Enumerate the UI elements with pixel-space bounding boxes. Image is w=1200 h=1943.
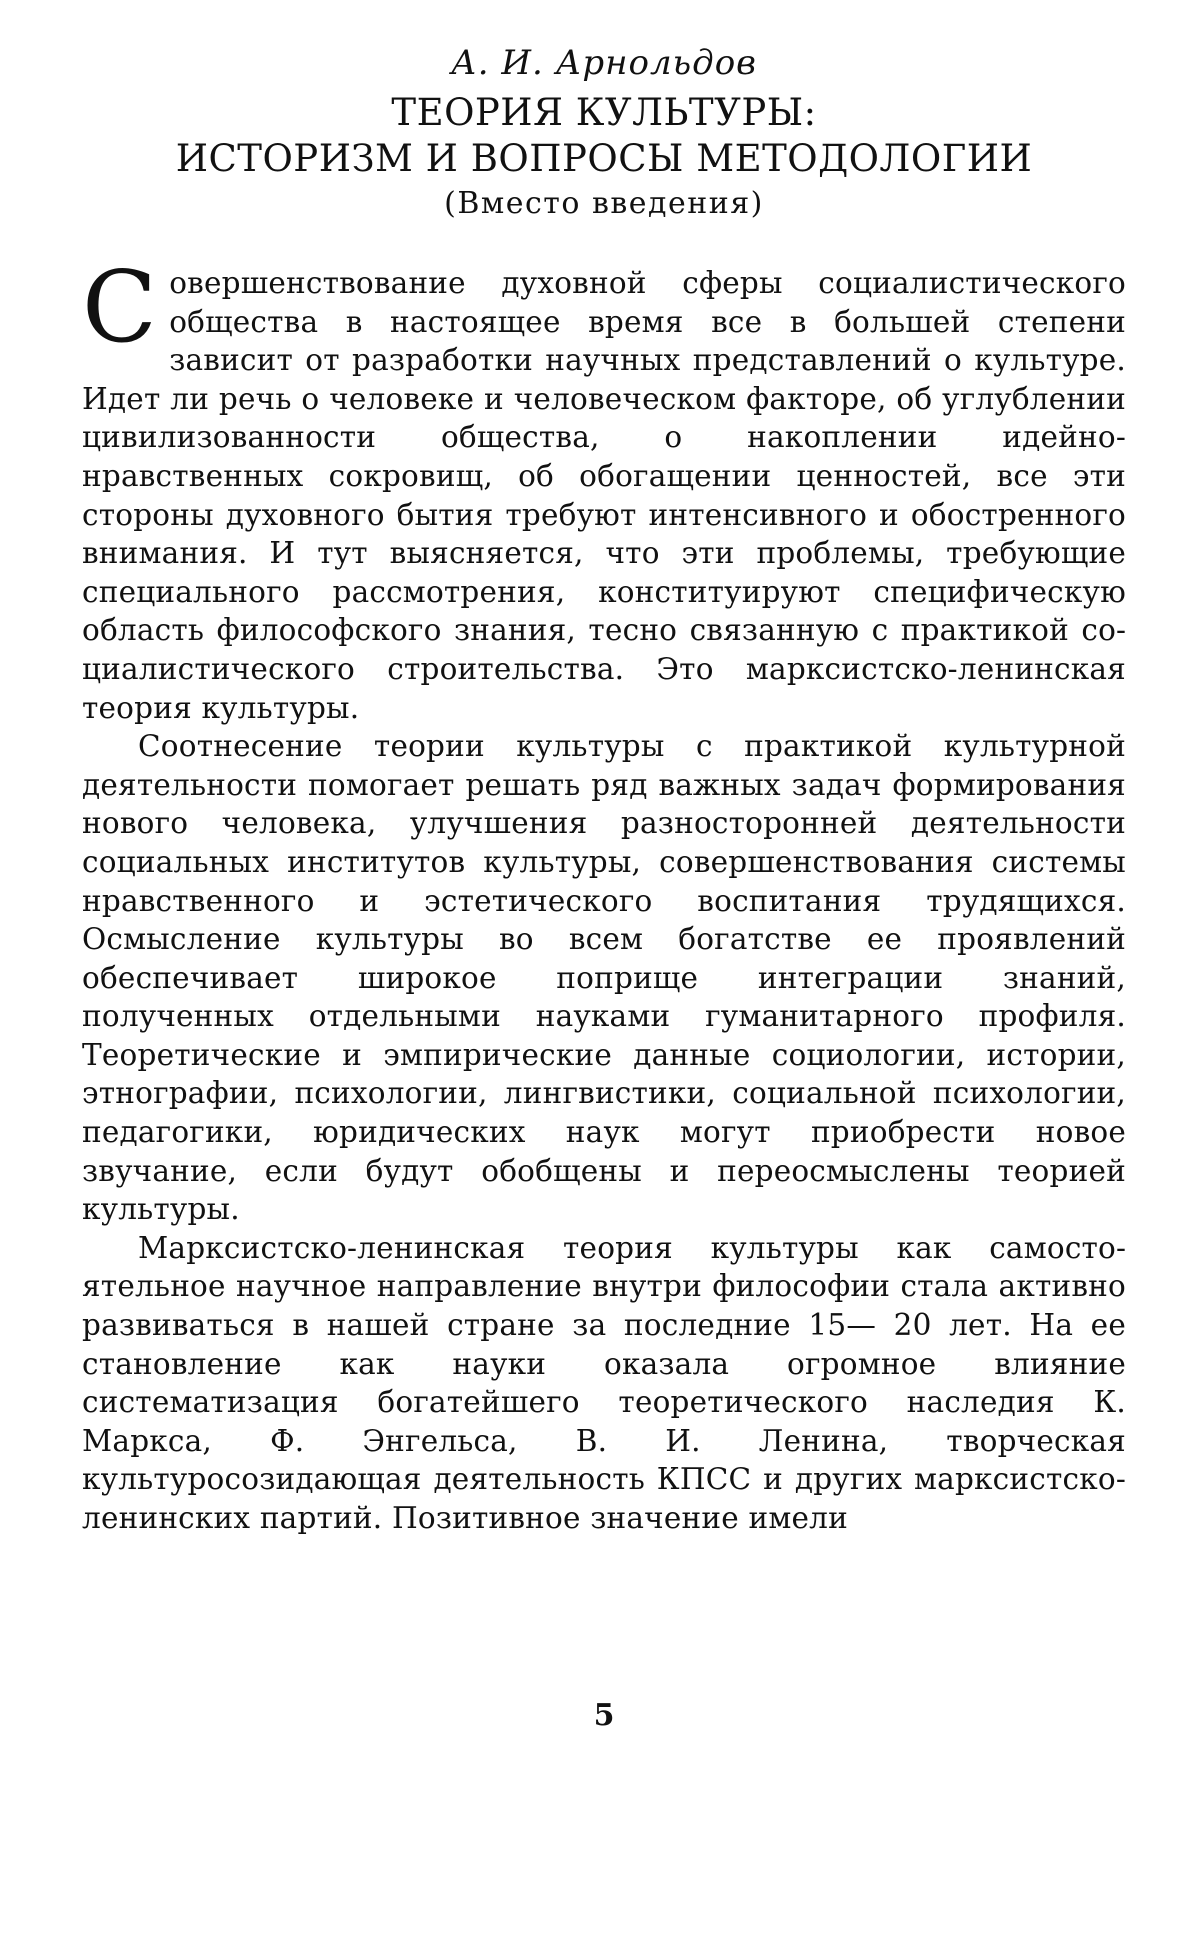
paragraph-1-text: овершенствование духовной сферы социалистического общества в настоящее время все в большей степени зависит от разработки научных представлений о культуре. Идет ли речь о человеке и человеческом факторе, об углублении цивилизованности общества, о накоплении идейно-нравственных сокровищ, об обогащении ценностей, все эти стороны духовного бытия требуют интенсивного и обостренного внимания. И тут выясняется, что эти проблемы, требующие специального рассмотрения, конституируют специфическую область философского знания, тесно связанную с практикой социалистического строительства. Это марксистско-ленинская теория культуры. bbox=[82, 266, 1126, 725]
chapter-title bbox=[82, 90, 1126, 182]
chapter-subtitle: (Вместо введения) bbox=[444, 186, 764, 221]
body-text bbox=[82, 251, 1126, 1538]
page-number: 5 bbox=[593, 1698, 615, 1733]
paragraph-3: Марксистско-ленинская теория культуры как самостоятельное научное направление внутри философии стала активно развиваться в нашей стране за последние 15— 20 лет. На ее становление как науки оказала огромное влияние систематизация богатейшего теоретического наследия К. Маркса, Ф. Энгельса, В. И. Ленина, творческая культуросозидающая деятельность КПСС и других марксистско-ленинских партий. Позитивное значение имели bbox=[82, 1230, 1126, 1535]
drop-cap: С bbox=[82, 251, 158, 365]
book-page bbox=[82, 40, 1126, 1733]
chapter-title-line-1: ТЕОРИЯ КУЛЬТУРЫ: bbox=[391, 91, 817, 134]
paragraph-2: Соотнесение теории культуры с практикой культурной деятельности помогает решать ряд важных задач формирования нового человека, улучшения разносторонней деятельности социальных институтов культуры, совершенствования системы нравственного и эстетического воспитания трудящихся. Осмысление культуры во всем богатстве ее проявлений обеспечивает широкое поприще интеграции знаний, полученных отдельными науками гуманитарного профиля. Теоретические и эмпирические данные социологии, истории, этнографии, психологии, лингвистики, социальной психологии, педагогики, юридических наук могут приобрести новое звучание, если будут обобщены и переосмыслены теорией культуры. bbox=[82, 729, 1126, 1227]
author-name: А. И. Арнольдов bbox=[451, 43, 757, 83]
paragraph-1 bbox=[82, 251, 1126, 727]
chapter-title-line-2: ИСТОРИЗМ И ВОПРОСЫ МЕТОДОЛОГИИ bbox=[175, 137, 1033, 180]
